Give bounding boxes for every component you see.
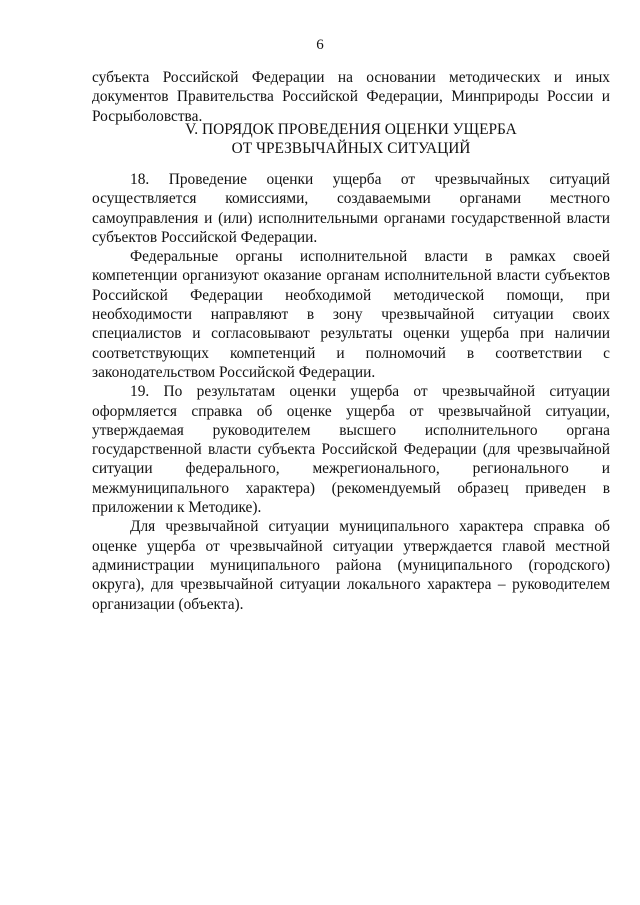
section-body: [92, 170, 610, 614]
paragraph-19: 19. По результатам оценки ущерба от чрезвычайной ситуации оформляется справка об оценке ущерба от чрезвычайной ситуации, утверждаемая руководителем высшего исполнительного органа государственной власти субъекта Российской Федерации (для чрезвычайной ситуации федерального, межрегионального, регионального и межмуниципального характера) (рекомендуемый образец приведен в приложении к Методике).: [92, 383, 610, 517]
continued-paragraph: субъекта Российской Федерации на основании методических и иных документов Правительства Российской Федерации, Минприроды России и Росрыболовства.: [92, 69, 610, 125]
section-title-line-1: V. ПОРЯДОК ПРОВЕДЕНИЯ ОЦЕНКИ УЩЕРБА: [185, 121, 517, 138]
paragraph-municipal: Для чрезвычайной ситуации муниципального характера справка об оценке ущерба от чрезвычайной ситуации утверждается главой местной администрации муниципального района (муниципального (городского) округа), для чрезвычайной ситуации локального характера – руководителем организации (объекта).: [92, 518, 610, 613]
section-title: [92, 120, 610, 158]
page-number: 6: [316, 37, 324, 53]
paragraph-federal-bodies: Федеральные органы исполнительной власти в рамках своей компетенции организуют оказание органам исполнительной власти субъектов Российской Федерации необходимой методической помощи, при необходимости направляют в зону чрезвычайной ситуации своих специалистов и согласовывают результаты оценки ущерба при наличии соответствующих компетенций и полномочий в соответствии с законодательством Российской Федерации.: [92, 248, 610, 381]
section-title-line-2: ОТ ЧРЕЗВЫЧАЙНЫХ СИТУАЦИЙ: [231, 140, 471, 157]
paragraph-18: 18. Проведение оценки ущерба от чрезвычайных ситуаций осуществляется комиссиями, создаваемыми органами местного самоуправления и (или) исполнительными органами государственной власти субъектов Российской Федерации.: [92, 171, 610, 246]
